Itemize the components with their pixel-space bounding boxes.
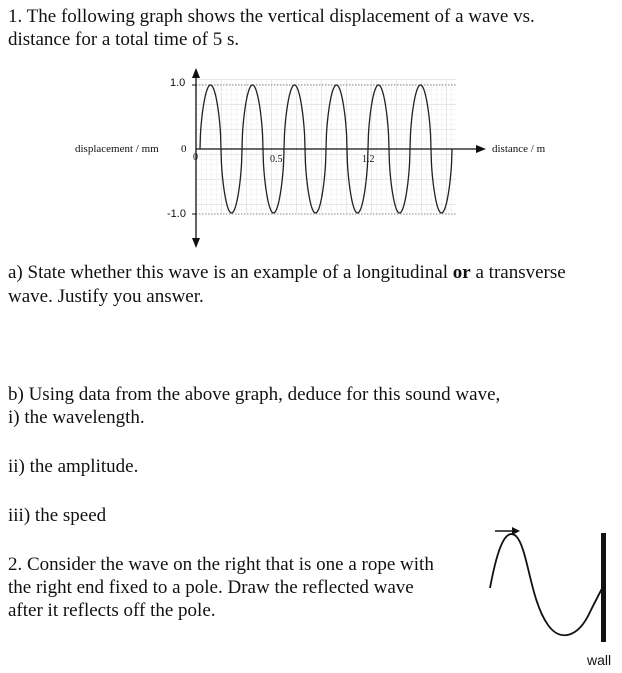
rope-wave: [490, 534, 604, 635]
y-tick-label-top: 1.0: [170, 77, 186, 89]
qb-line-1: b) Using data from the above graph, deduce for this sound wave,: [8, 384, 501, 405]
y-tick-label-bottom: -1.0: [167, 208, 186, 220]
x-tick-label-zero: 0: [193, 152, 198, 163]
q2-line-1: 2. Consider the wave on the right that is one a rope with: [8, 554, 434, 575]
qa-line-1: a) State whether this wave is an example of a longitudinal or a transverse: [8, 262, 566, 283]
q2-line-3: after it reflects off the pole.: [8, 600, 216, 621]
wall-label: wall: [587, 652, 612, 668]
q1-line-1: 1. The following graph shows the vertical displacement of a wave vs.: [8, 6, 535, 27]
qb-line-2: i) the wavelength.: [8, 407, 145, 428]
y-axis-label: displacement / mm: [75, 143, 159, 155]
y-tick-label-zero: 0: [181, 143, 187, 155]
q2-line-2: the right end fixed to a pole. Draw the reflected wave: [8, 577, 414, 598]
qb-iii: iii) the speed: [8, 505, 107, 526]
qa-line-2: wave. Justify you answer.: [8, 286, 204, 307]
x-axis-label: distance / m: [492, 143, 546, 155]
x-tick-label-0-5: 0.5: [270, 154, 283, 165]
q1-line-2: distance for a total time of 5 s.: [8, 29, 240, 50]
qb-ii: ii) the amplitude.: [8, 456, 139, 477]
wall-pole: [601, 533, 606, 642]
x-tick-label-1-2: 1.2: [362, 154, 375, 165]
